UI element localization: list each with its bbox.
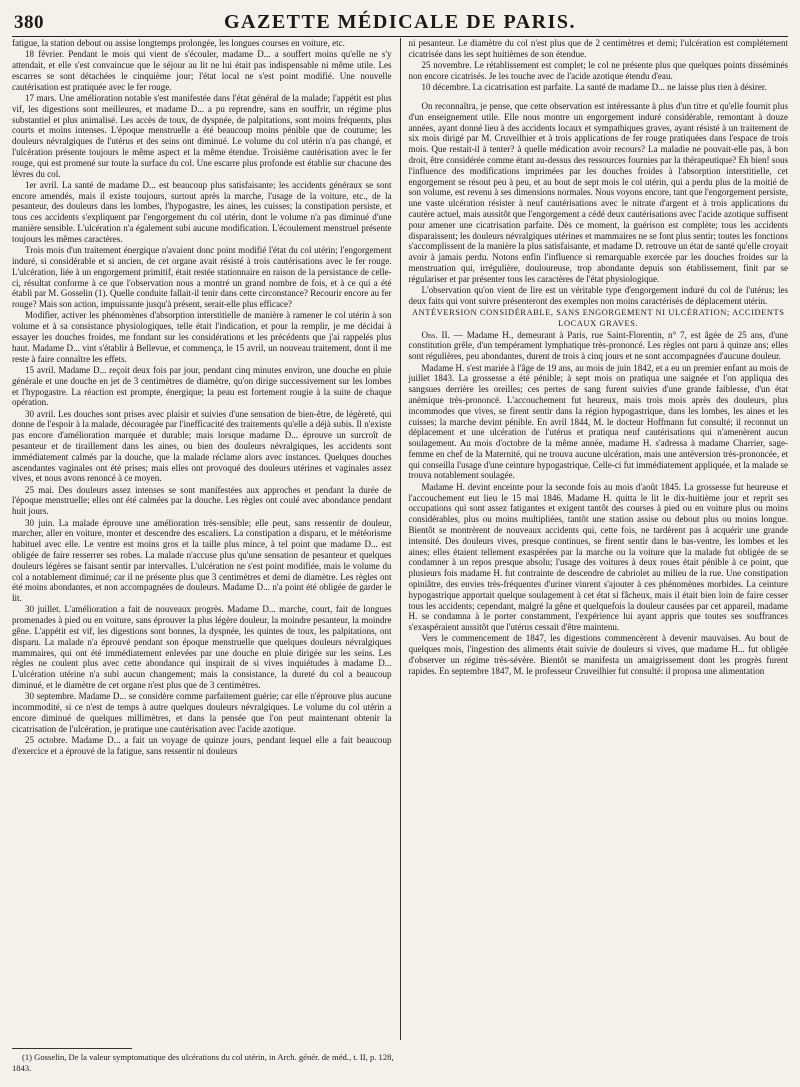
paragraph: fatigue, la station debout ou assise longtemps prolongée, les longues courses en voiture, etc. xyxy=(12,38,345,48)
paragraph: 30 avril. Les douches sont prises avec plaisir et suivies d'une sensation de bien-être, de légèreté, qui donne de l'espoir à la malade, découragée par l'inefficacité des traitements qu'elle a déjà subis. Il n'existe pas encore d'amélioration marquée et durable; mais lorsque madame D... éprouve un surcroît de pesanteur et de tiraillement dans les aines, ou bien des douleurs névralgiques, les accidents sont immédiatement calmés par la douche, que la malade réclame alors avec instances. Quelques douches ascendantes vaginales ont été prises; mais elles ont provoqué des douleurs utérines et vaginales assez vives, et nous avons renoncé à ce moyen. xyxy=(12,408,392,484)
footnote: (1) Gosselin, De la valeur symptomatique des ulcérations du col utérin, in Arch. génér. de méd., t. II, p. 128, 1843. xyxy=(12,1052,394,1073)
paragraph: 17 mars. Une amélioration notable s'est manifestée dans l'état général de la malade; l'appétit est plus vif, les digestions sont meilleures, et madame D... a pu reprendre, sans en souffrir, un régime plus substantiel et plus animalisé. Les accès de toux, de dyspnée, de palpitations, sont moins fréquents, plus courts et moins intenses. L'époque menstruelle a été beaucoup moins pénible que de coutume; les douleurs névralgiques de l'utérus et des seins ont diminué. Le volume du col utérin n'a pas changé, et l'ulcération présente toujours le même aspect et la même étendue. Troisième cautérisation avec le fer rouge, qui est promené sur toute la surface du col. Une escarre plus profonde est établie sur chacune des lèvres du col. xyxy=(12,92,392,179)
paragraph: Vers le commencement de 1847, les digestions commencèrent à devenir mauvaises. Au bout de quelques mois, l'ingestion des aliments était suivie de douleurs si vives, que madame H... fut obligée d'observer un régime très-sévère. Bientôt se manifesta un amaigrissement dont les progrès furent rapides. En septembre 1847, M. le professeur Cruveilhier fut consulté: il proposa une alimentation xyxy=(408,633,789,676)
paragraph: 25 novembre. Le rétablissement est complet; le col ne présente plus que quelques points disséminés non encore cicatrisés. Je les touche avec de l'acide azotique étendu d'eau. xyxy=(408,60,789,81)
paragraph: Madame H. s'est mariée à l'âge de 19 ans, au mois de juin 1842, et a eu un premier enfant au mois de juillet 1843. La grossesse a été pénible; à sept mois on pratiqua une saignée et l'on appliqua des sangsues derrière les oreilles; ces pertes de sang furent suivies d'une grande faiblesse, d'un état anémique très-prononcé. L'accouchement fut heureux, mais trois mois après des douleurs, plus incommodes que vives, se firent sentir dans la région hypogastrique, dans les lombes, les aines et les cuisses; la marche devint pénible. En avril 1844, M. le docteur Hoffmann fut consulté; il reconnut un déplacement et une ulcération de l'utérus et pratiqua neuf cautérisations qui n'amenèrent aucun soulagement. Au mois d'octobre de la même année, madame H. s'adressa à madame Charrier, sage-femme en chef de la Maternité, qui ne trouva aucune ulcération, mais une antéversion très-prononcée, et qui conseilla l'usage d'une ceinture hypogastrique. Celle-ci fut immédiatement appliquée, et la malade se trouva notablement soulagée. xyxy=(408,362,789,481)
paragraph: 18 février. Pendant le mois qui vient de s'écouler, madame D... a souffert moins qu'elle ne s'y attendait, et elle s'est convaincue que le séjour au lit ne lui était pas indispensable ni même utile. Les escarres se sont détachées le cinquième jour; l'état local ne s'est point modifié. Une nouvelle cautérisation est pratiquée avec le fer rouge. xyxy=(12,49,392,92)
page-number: 380 xyxy=(14,12,44,33)
paragraph: ni pesanteur. Le diamètre du col n'est plus que de 2 centimètres et demi; l'ulcération est complétement cicatrisée dans les sept huitièmes de son étendue. xyxy=(408,38,789,59)
section-heading: ANTÉVERSION CONSIDÉRABLE, SANS ENGORGEMENT NI ULCÉRATION; ACCIDENTS LOCAUX GRAVES. xyxy=(412,308,785,329)
paragraph: Modifier, activer les phénomènes d'absorption interstitielle de manière à ramener le col utérin à son volume et à sa consistance physiologiques, telle était l'indication, et pour la remplir, je me décidai à essayer les douches froides, me fondant sur les considérations et les précédents que j'ai rappelés plus haut. Madame D... vint s'établir à Bellevue, et commença, le 15 avril, un nouveau traitement, dont il me reste à faire connaître les effets. xyxy=(12,310,392,364)
footnote-rule xyxy=(12,1048,132,1049)
paragraph: 10 décembre. La cicatrisation est parfaite. La santé de madame D... ne laisse plus rien à désirer. xyxy=(421,82,767,93)
right-column xyxy=(401,38,789,1040)
left-column xyxy=(12,38,400,1040)
paragraph: On reconnaîtra, je pense, que cette observation est intéressante à plus d'un titre et qu'elle fournit plus d'un enseignement utile. Elle nous montre un engorgement induré considérable, remontant à douze années, ayant donné lieu à des accidents locaux et sympathiques graves, ayant résisté à un traitement de six mois dirigé par M. Cruveilhier et à trois applications de fer rouge pratiquées dans l'espace de trois mois. Que restait-il à tenter? à quelle médication avoir recours? La maladie ne pouvait-elle pas, à bon droit, être considérée comme étant au-dessus des ressources fournies par la thérapeutique? Eh bien! sous l'influence des modifications imprimées par les douches froides à l'absorption interstitielle, cet engorgement se résout peu à peu, et au bout de sept mois le col utérin, qui a perdu plus de la moitié de son volume, est revenu à ses dimensions normales. Nous voyons encore, tant que l'engorgement persiste, une vaste ulcération résister à neuf cautérisations avec le nitrate d'argent et à trois applications du cautère actuel, mais aussitôt que l'engorgement a cédé deux cautérisations avec l'acide azotique suffisent pour amener une cicatrisation parfaite. Dès ce moment, la guérison est complète; tous les accidents disparaissent; les douleurs névralgiques utérines et mammaires ne se font plus sentir; toutes les fonctions s'accomplissent de la manière la plus satisfaisante, et madame D. retrouve un état de santé qu'elle croyait avoir à jamais perdu. Notons enfin l'influence si remarquable exercée par les douches froides sur la menstruation qui, irrégulière, douloureuse, trop abondante depuis son établissement, finit par se régulariser et par présenter tous les caractères de l'état physiologique. xyxy=(408,100,789,284)
journal-title: GAZETTE MÉDICALE DE PARIS. xyxy=(223,11,577,33)
paragraph: Madame H. devint enceinte pour la seconde fois au mois d'août 1845. La grossesse fut heureuse et l'accouchement eut lieu le 15 mai 1846. Madame H. quitta le lit le dix-huitième jour et reprit ses occupations qui sont assez fatigantes et exigent tantôt des courses à pied ou en voiture plus ou moins considérables, plus ou moins multipliées, tantôt une station assise ou debout plus ou moins longue. Bientôt se montrèrent de nouveaux accidents qui, cette fois, ne tardèrent pas à acquérir une grande intensité. Des douleurs vives, presque continues, se firent sentir dans le bas-ventre, les lombes et les aines; elles étaient tellement exaspérées par la marche ou la voiture que la malade fut obligée de se condamner à un repos presque absolu; l'usage des voitures à deux roues était pénible à ce point, que plusieurs fois madame H. fut contrainte de descendre de cabriolet au milieu de la rue. Une constipation opiniâtre, des envies très-fréquentes d'uriner vinrent s'ajouter à ces phénomènes morbides. La ceinture hypogastrique apportait quelque soulagement à cet état si fâcheux, mais il était bien loin de faire cesser tous les accidents; cependant, malgré la gêne et quelquefois la douleur causées par cet appareil, madame H. se condamna à le porter constamment, l'expérience lui ayant appris que toutes ses souffrances s'exaspéraient aussitôt que l'utérus cessait d'être maintenu. xyxy=(408,481,789,633)
paragraph: 30 juillet. L'amélioration a fait de nouveaux progrès. Madame D... marche, court, fait de longues promenades à pied ou en voiture, sans éprouver la plus légère douleur, la moindre pesanteur, la moindre gêne. L'appétit est vif, les digestions sont bonnes, la dyspnée, les quintes de toux, les palpitations, ont disparu. La malade n'a éprouvé pendant son époque menstruelle que quelques douleurs névralgiques mammaires, qui ont été immédiatement enlevées par une douche en pluie dirigée sur les seins. Les règles ne coulent plus avec cette abondance qui inspirait de si vives inquiétudes à madame D... L'ulcération utérine n'a subi aucun changement; mais la consistance, la dureté du col a beaucoup diminué, et le diamètre de cet organe n'est plus que de 3 centimètres. xyxy=(12,604,392,691)
page-header xyxy=(12,6,788,37)
paragraph: 30 juin. La malade éprouve une amélioration très-sensible; elle peut, sans ressentir de douleur, marcher, aller en voiture, monter et descendre des escaliers. La constipation a disparu, et le météorisme habituel avec elle. Le ventre est moins gros et la taille plus mince, à tel point que madame D... est obligée de faire resserrer ses robes. La malade n'accuse plus qu'une sensation de pesanteur et quelques douleurs légères se faisant sentir par intervalles. L'ulcération ne s'est point modifiée, mais le volume du col a notablement diminué; car il ne présente plus que 3 centimètres et demi de diamètre. Les règles ont été moins abondantes, et non accompagnées de douleurs. Madame D... n'a point été obligée de garder le lit. xyxy=(12,517,392,604)
paragraph: L'observation qu'on vient de lire est un véritable type d'engorgement induré du col de l'utérus; les deux faits qui vont suivre présenteront des exemples non moins caractérisés de déplacement utérin. xyxy=(408,285,789,306)
text-columns xyxy=(12,38,788,1040)
paragraph: 1er avril. La santé de madame D... est beaucoup plus satisfaisante; les accidents généraux se sont encore amendés, mais il existe toujours, surtout après la marche, l'usage de la voiture, etc., de la pesanteur, des douleurs dans les lombes, l'hypogastre, les aines, les cuisses; la constipation persiste, et tous ces accidents s'expliquent par l'engorgement du col utérin, dont le volume n'a pas diminué d'une manière sensible. L'ulcération n'a également subi aucune modification. L'écoulement menstruel présente toujours les mêmes caractères. xyxy=(12,179,392,244)
paragraph: 15 avril. Madame D... reçoit deux fois par jour, pendant cinq minutes environ, une douche en pluie générale et une douche en jet de 3 centimètres de diamètre, qu'on dirige successivement sur les lombes et l'hypogastre. La réaction est prompte, énergique; la peau est fortement rougie à la suite de chaque opération. xyxy=(12,364,392,408)
paragraph: 25 octobre. Madame D... a fait un voyage de quinze jours, pendant lequel elle a fait beaucoup d'exercice et a éprouvé de la fatigue, sans ressentir ni douleurs xyxy=(12,735,392,756)
observation-text: — Madame H., demeurant à Paris, rue Saint-Florentin, n° 7, est âgée de 25 ans, d'une constitution grêle, d'un tempérament lymphatique très-prononcé. Les règles ont paru à quinze ans; elles sont régulières, peu abondantes, durent de trois à cinq jours et ne sont accompagnées d'aucune douleur. xyxy=(408,329,789,362)
observation-paragraph xyxy=(409,330,789,362)
paragraph: Trois mois d'un traitement énergique n'avaient donc point modifié l'état du col utérin; l'engorgement induré, si considérable et si ancien, de cet organe avait résisté à trois cautérisations avec le fer rouge. L'ulcération, liée à un engorgement primitif, était restée stationnaire en raison de la persistance de celle-ci, résultat conforme à ce que l'observation nous a montré un grand nombre de fois, et à ce qui a été établi par M. Gosselin (1). Quelle conduite fallait-il tenir dans cette circonstance? Recourir encore au fer rouge? Mais son action, impuissante jusqu'à présent, serait-elle plus efficace? xyxy=(12,245,392,310)
observation-label: Obs. II. xyxy=(421,329,450,340)
paragraph: 30 septembre. Madame D... se considère comme parfaitement guérie; car elle n'éprouve plus aucune incommodité, si ce n'est de temps à autre quelques douleurs névralgiques. Le volume du col utérin a encore diminué de quelques millimètres, et dans la pensée que l'on peut maintenant obtenir la cicatrisation de l'ulcération, je pratique une cautérisation avec l'acide azotique. xyxy=(12,691,392,734)
paragraph: 25 mai. Des douleurs assez intenses se sont manifestées aux approches et pendant la durée de l'époque menstruelle; elles ont été calmées par la douche. Les règles ont coulé avec abondance pendant huit jours. xyxy=(12,484,392,517)
